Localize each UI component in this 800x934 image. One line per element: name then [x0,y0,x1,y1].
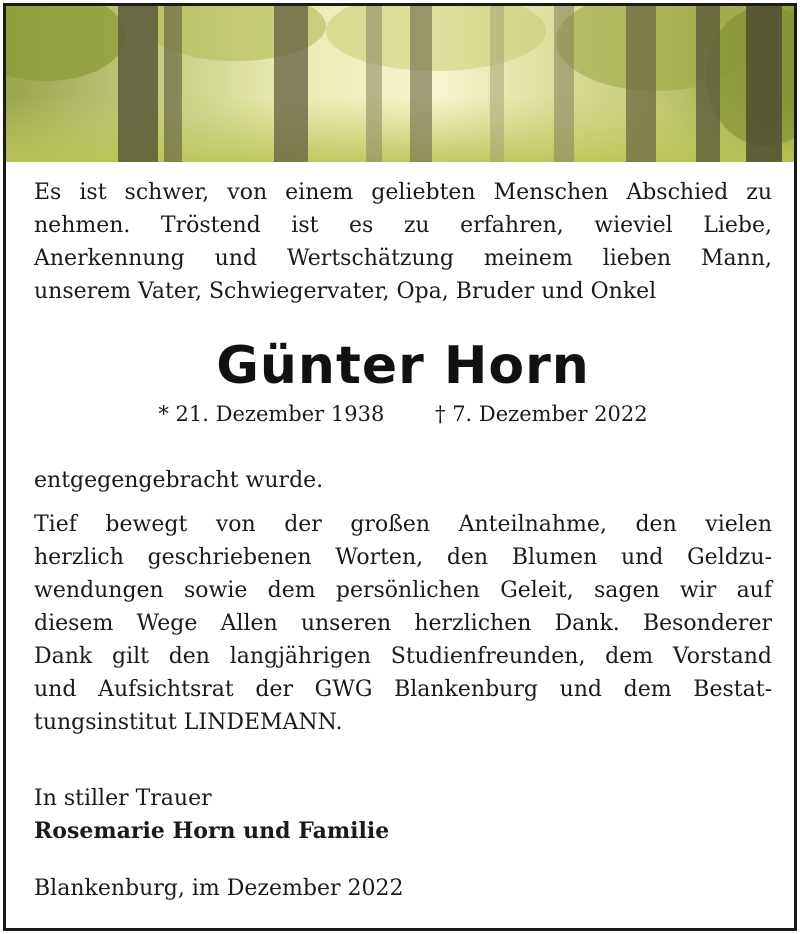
thanks-line: Dank gilt den langjährigen Studienfreunden, dem Vorstand [34,644,772,669]
family-name: Rosemarie Horn und Familie [34,818,390,844]
birth-date: * 21. Dezember 1938 [158,402,385,426]
intro-line: unserem Vater, Schwiegervater, Opa, Bruder und Onkel [34,279,657,304]
forest-header-image [6,6,794,162]
thanks-line: Tief bewegt von der großen Anteilnahme, den vielen [34,512,772,537]
signature-block [34,782,772,848]
thanks-line: und Aufsichtsrat der GWG Blankenburg und dem Bestat- [34,677,772,702]
intro-line: Anerkennung und Wertschätzung meinem lieben Mann, [34,246,772,271]
obituary-notice [3,3,797,931]
place-date-block [34,872,772,905]
thanks-paragraph [34,508,772,739]
thanks-line: herzlich geschriebenen Worten, den Blumen und Geldzu- [34,545,772,570]
thanks-line: tungsinstitut LINDEMANN. [34,710,343,735]
closing-intro-text: entgegengebracht wurde. [34,468,324,493]
thanks-line: wendungen sowie dem persönlichen Geleit, sagen wir auf [34,578,772,603]
death-date: † 7. Dezember 2022 [435,402,648,426]
place-date: Blankenburg, im Dezember 2022 [34,876,404,901]
intro-line: nehmen. Tröstend ist es zu erfahren, wieviel Liebe, [34,213,772,238]
closing-intro [34,464,772,497]
mourning-label: In stiller Trauer [34,786,212,811]
thanks-line: diesem Wege Allen unseren herzlichen Dank. Besonderer [34,611,772,636]
deceased-name: Günter Horn [216,336,590,396]
intro-paragraph [34,176,772,308]
intro-line: Es ist schwer, von einem geliebten Menschen Abschied zu [34,180,772,205]
life-dates [6,402,797,426]
